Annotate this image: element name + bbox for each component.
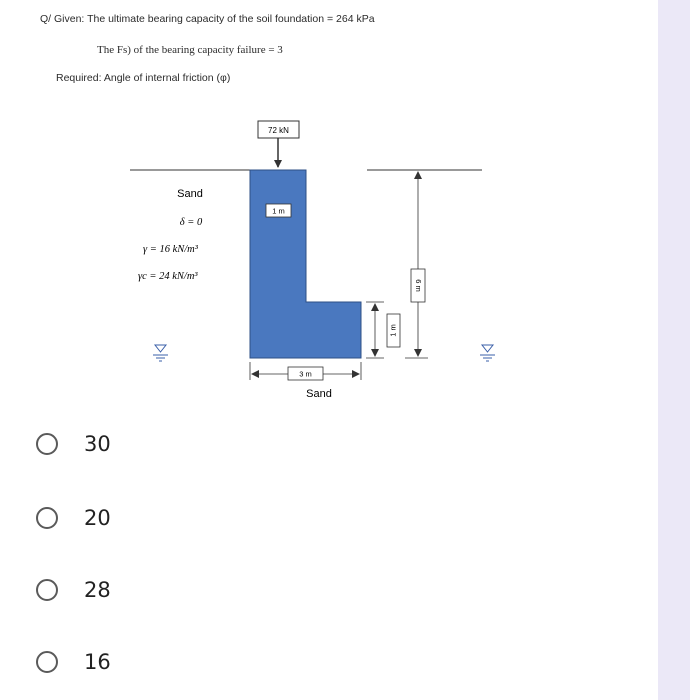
base-thickness-label: 1 m — [388, 324, 398, 337]
delta-label: δ = 0 — [179, 217, 203, 228]
option-2-label: 20 — [84, 506, 111, 530]
given-text: Q/ Given: The ultimate bearing capacity of the soil foundation = 264 kPa — [40, 13, 375, 25]
gamma-c-label: γc = 24 kN/m³ — [138, 271, 198, 282]
water-table-icon-right — [480, 345, 495, 361]
option-1[interactable] — [36, 426, 111, 462]
base-width-label: 3 m — [299, 369, 312, 379]
top-width-label: 1 m — [272, 206, 285, 216]
footing-shape — [250, 170, 361, 358]
radio-button-3[interactable] — [36, 579, 58, 601]
option-4-label: 16 — [84, 650, 111, 674]
option-2[interactable] — [36, 500, 111, 536]
radio-button-4[interactable] — [36, 651, 58, 673]
gamma-label: γ = 16 kN/m³ — [143, 244, 198, 255]
option-1-label: 30 — [84, 432, 111, 456]
option-3-label: 28 — [84, 578, 111, 602]
fs-text: The Fs) of the bearing capacity failure = 3 — [97, 44, 283, 56]
load-label: 72 kN — [268, 126, 289, 135]
required-text: Required: Angle of internal friction (φ) — [56, 72, 231, 84]
soil-label-left: Sand — [177, 188, 203, 200]
soil-label-bottom: Sand — [306, 388, 332, 400]
option-4[interactable] — [36, 644, 111, 680]
radio-button-2[interactable] — [36, 507, 58, 529]
water-table-icon-left — [153, 345, 168, 361]
depth-label: 6 m — [414, 279, 424, 292]
radio-button-1[interactable] — [36, 433, 58, 455]
option-3[interactable] — [36, 572, 111, 608]
